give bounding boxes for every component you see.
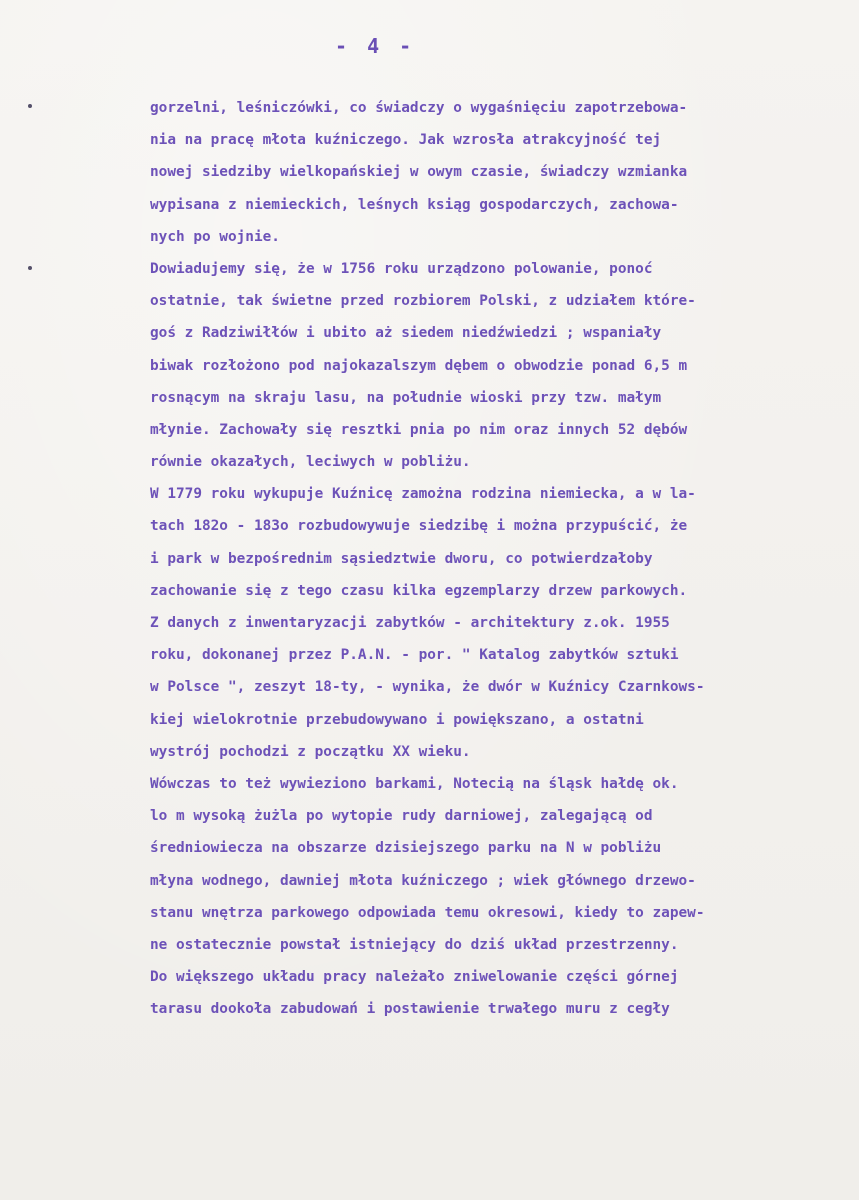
text-line: w Polsce ", zeszyt 18-ty, - wynika, że dwór w Kuźnicy Czarnkows- [150,679,705,696]
text-line: i park w bezpośrednim sąsiedztwie dworu, co potwierdzałoby [150,550,653,567]
text-line: gorzelni, leśniczówki, co świadczy o wygaśnięciu zapotrzebowa- [150,100,688,116]
text-line: W 1779 roku wykupuje Kuźnicę zamożna rodzina niemiecka, a w la- [150,486,696,503]
text-line: ne ostatecznie powstał istniejący do dziś układ przestrzenny. [150,936,679,953]
text-line: Z danych z inwentaryzacji zabytków - architektury z.ok. 1955 [150,615,670,631]
text-line: nia na pracę młota kuźniczego. Jak wzrosła atrakcyjność tej [150,132,662,149]
text-line: średniowiecza na obszarze dzisiejszego parku na N w pobliżu [150,840,662,857]
text-line: ostatnie, tak świetne przed rozbiorem Polski, z udziałem które- [150,293,696,310]
margin-mark [28,104,32,108]
text-line: wypisana z niemieckich, leśnych ksiąg gospodarczych, zachowa- [150,196,679,213]
text-line: tach 182o - 183o rozbudowywuje siedzibę i można przypuścić, że [150,518,688,535]
text-line: Wówczas to też wywieziono barkami, Notecią na śląsk hałdę ok. [150,775,679,792]
typed-text-body [150,92,830,1025]
text-line: stanu wnętrza parkowego odpowiada temu okresowi, kiedy to zapew- [150,904,705,921]
page-number: - 4 - [335,34,416,58]
text-line: tarasu dookoła zabudowań i postawienie trwałego muru z cegły [150,1001,670,1018]
text-line: nowej siedziby wielkopańskiej w owym czasie, świadczy wzmianka [150,164,688,181]
text-line: Dowiadujemy się, że w 1756 roku urządzono polowanie, ponoć [150,260,653,277]
text-line: biwak rozłożono pod najokazalszym dębem o obwodzie ponad 6,5 m [150,357,688,374]
text-line: młyna wodnego, dawniej młota kuźniczego ; wiek głównego drzewo- [150,872,696,889]
text-line: równie okazałych, leciwych w pobliżu. [150,454,471,471]
text-line: wystrój pochodzi z początku XX wieku. [150,743,471,760]
text-line: roku, dokonanej przez P.A.N. - por. " Katalog zabytków sztuki [150,647,679,664]
text-line: zachowanie się z tego czasu kilka egzemplarzy drzew parkowych. [150,582,688,599]
text-line: młynie. Zachowały się resztki pnia po nim oraz innych 52 dębów [150,421,688,438]
text-line: nych po wojnie. [150,228,280,245]
text-line: rosnącym na skraju lasu, na południe wioski przy tzw. małym [150,389,662,406]
text-line: kiej wielokrotnie przebudowywano i powiększano, a ostatni [150,711,644,728]
text-line: Do większego układu pracy należało zniwelowanie części górnej [150,969,679,986]
margin-mark [28,266,32,270]
text-line: goś z Radziwiłłów i ubito aż siedem niedźwiedzi ; wspaniały [150,325,662,342]
text-line: lo m wysoką żużla po wytopie rudy darniowej, zalegającą od [150,808,653,825]
